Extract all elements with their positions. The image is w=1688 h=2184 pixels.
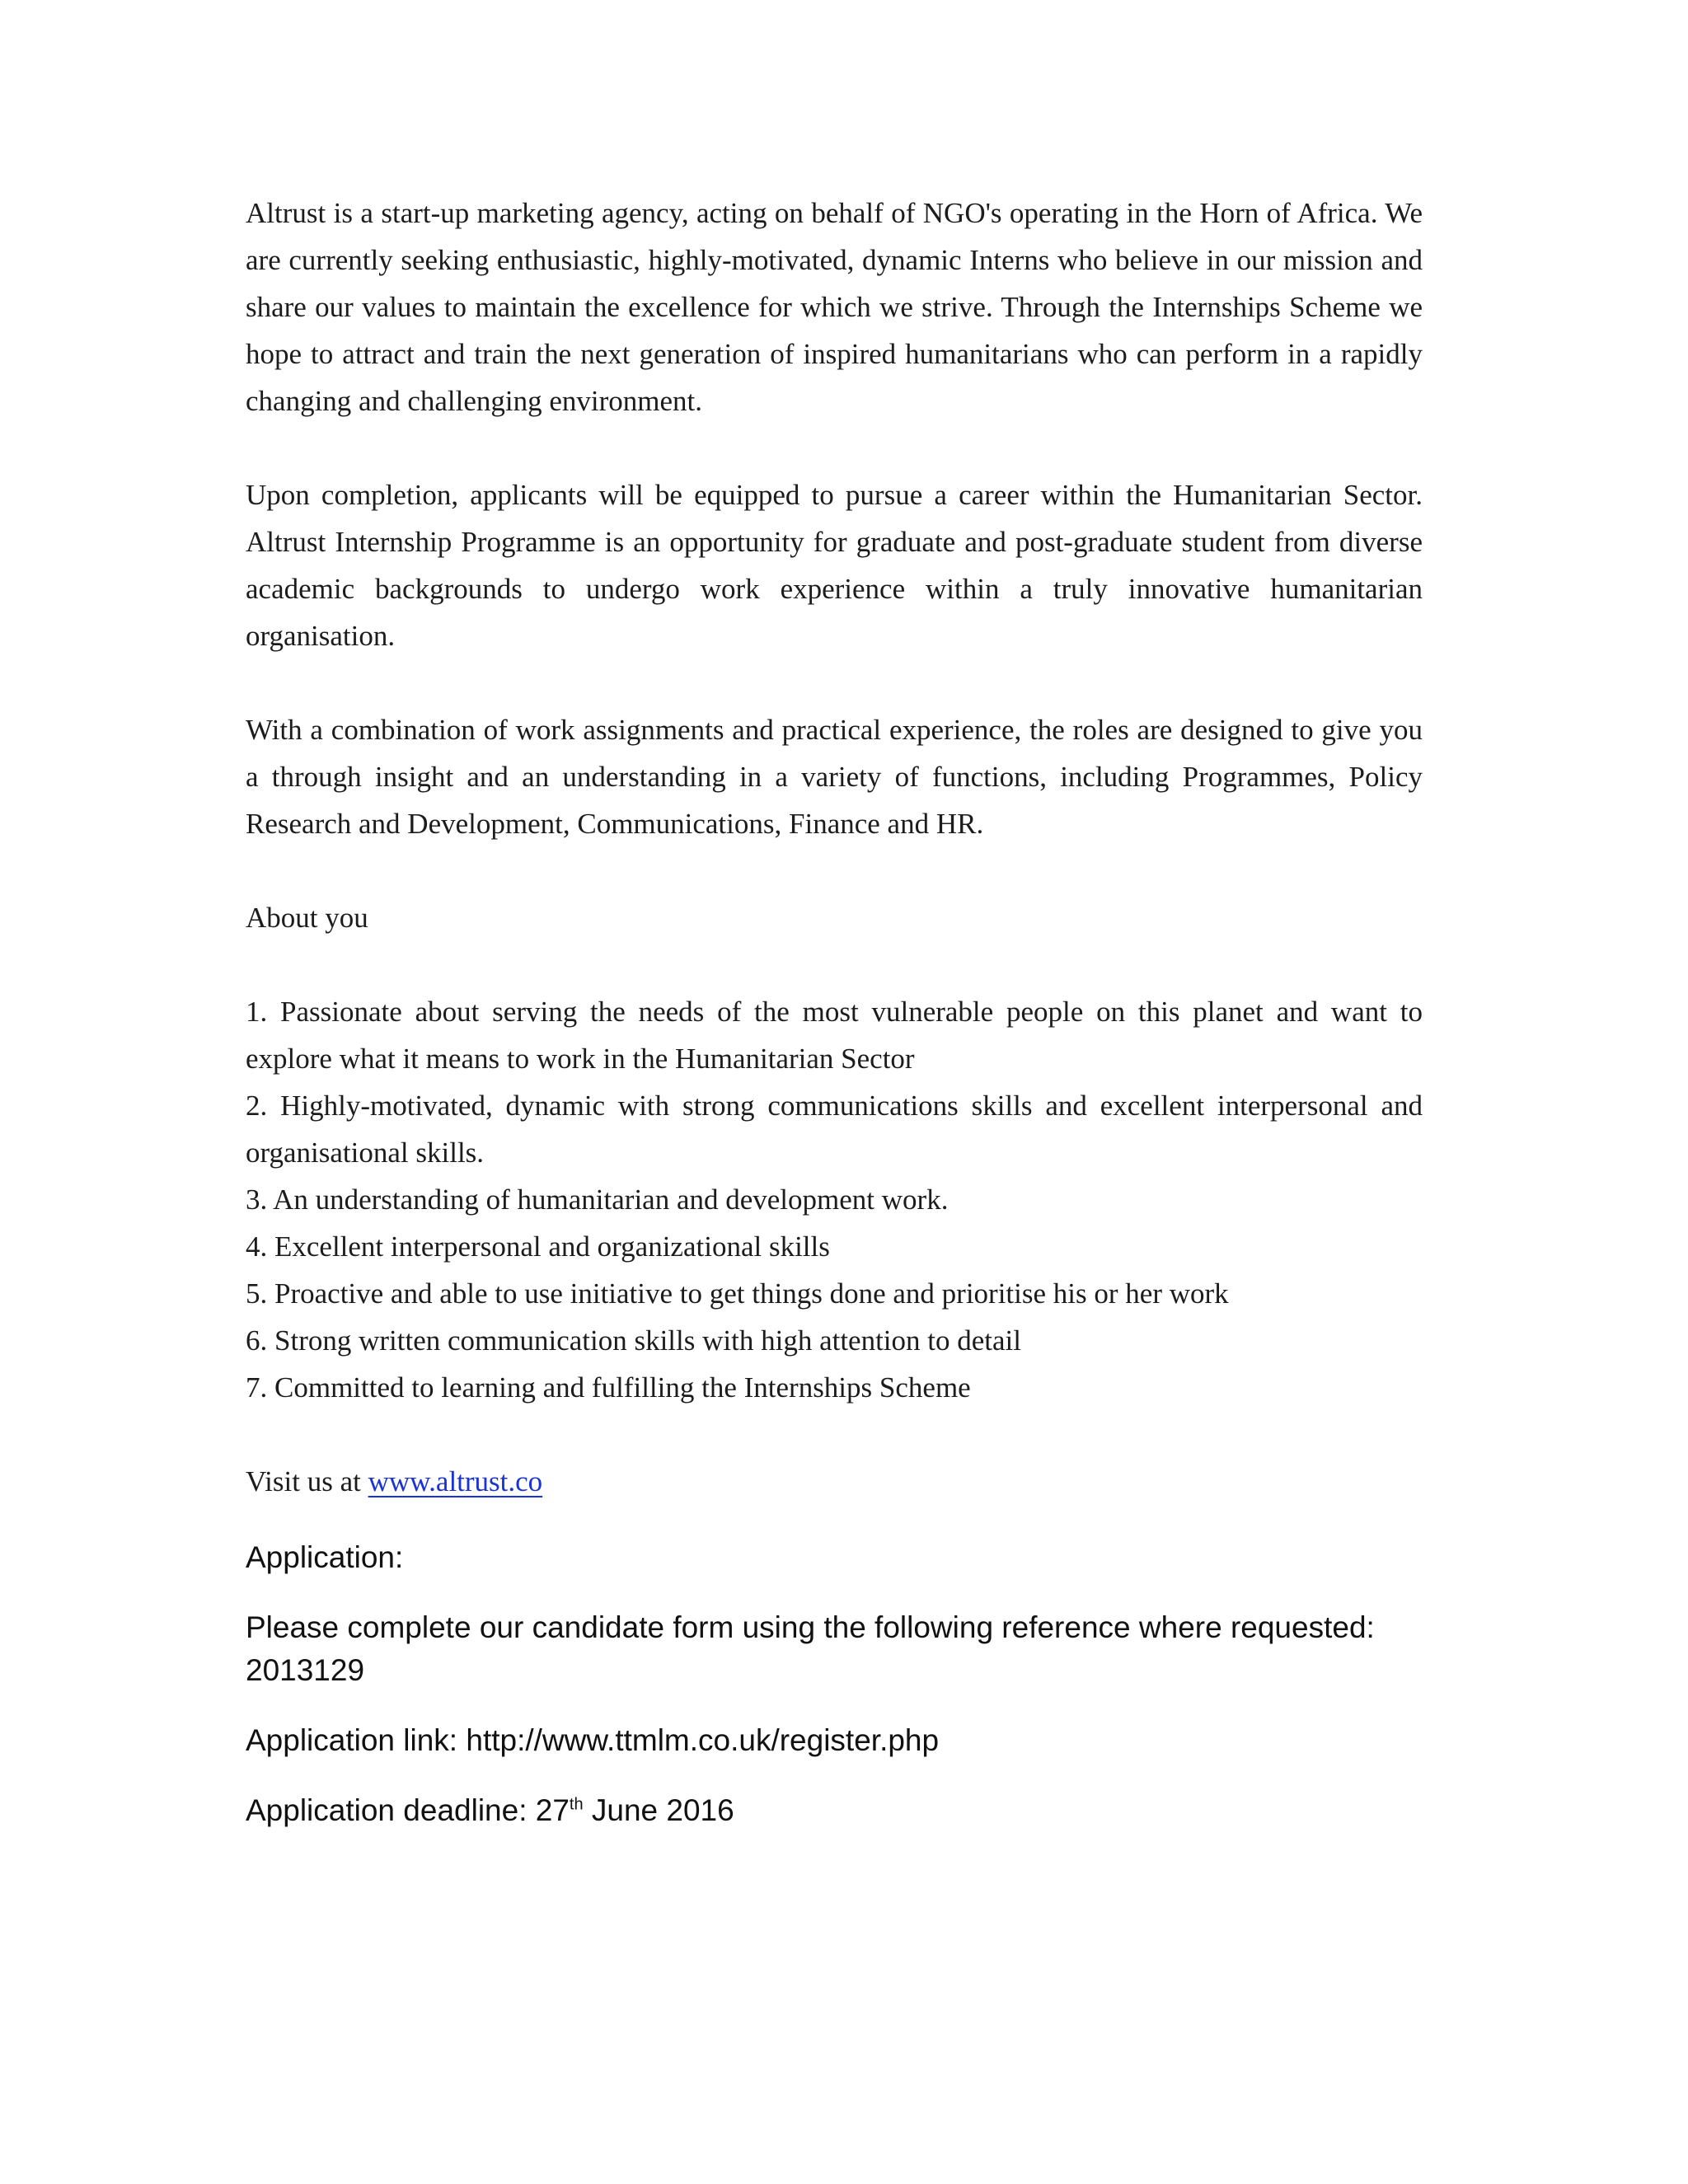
instruction-text: Please complete our candidate form using the following reference where requested: bbox=[246, 1610, 1375, 1644]
completion-paragraph: Upon completion, applicants will be equipped to pursue a career within the Humanitarian Sector. Altrust Internship Programme is an opportunity for graduate and post-graduate student from diverse academic backgrounds to undergo work experience within a truly innovative humanitarian organisation. bbox=[246, 479, 1423, 652]
visit-line bbox=[246, 1458, 1423, 1505]
intro-paragraph: Altrust is a start-up marketing agency, acting on behalf of NGO's operating in the Horn of Africa. We are currently seeking enthusiastic, highly-motivated, dynamic Interns who believe in our mission and share our values to maintain the excellence for which we strive. Through the Internships Scheme we hope to attract and train the next generation of inspired humanitarians who can perform in a rapidly changing and challenging environment. bbox=[246, 197, 1423, 417]
document-body bbox=[246, 190, 1423, 1859]
roles-paragraph: With a combination of work assignments and practical experience, the roles are designed to give you a through insight and an understanding in a variety of functions, including Programmes, Policy Research and Development, Communications, Finance and HR. bbox=[246, 714, 1423, 840]
list-item: 2. Highly-motivated, dynamic with strong communications skills and excellent interpersonal and organisational skills. bbox=[246, 1090, 1423, 1169]
list-item: 4. Excellent interpersonal and organizational skills bbox=[246, 1230, 830, 1263]
list-item: 5. Proactive and able to use initiative to get things done and prioritise his or her work bbox=[246, 1277, 1229, 1310]
about-you-list bbox=[246, 988, 1423, 1411]
application-heading: Application: bbox=[246, 1540, 404, 1574]
list-item: 1. Passionate about serving the needs of the most vulnerable people on this planet and want to explore what it means to work in the Humanitarian Sector bbox=[246, 996, 1423, 1075]
about-you-heading: About you bbox=[246, 902, 368, 934]
reference-number: 2013129 bbox=[246, 1653, 365, 1687]
list-item: 3. An understanding of humanitarian and development work. bbox=[246, 1183, 949, 1216]
list-item: 6. Strong written communication skills with high attention to detail bbox=[246, 1324, 1022, 1357]
deadline-ordinal: th bbox=[569, 1795, 584, 1814]
website-link[interactable]: www.altrust.co bbox=[368, 1465, 543, 1497]
deadline-prefix: Application deadline: 27 bbox=[246, 1793, 570, 1827]
application-instruction bbox=[246, 1606, 1423, 1692]
list-item: 7. Committed to learning and fulfilling the Internships Scheme bbox=[246, 1371, 971, 1404]
deadline-suffix: June 2016 bbox=[583, 1793, 734, 1827]
application-link-line: Application link: http://www.ttmlm.co.uk/register.php bbox=[246, 1723, 940, 1757]
application-deadline bbox=[246, 1789, 1423, 1832]
visit-prefix: Visit us at bbox=[246, 1465, 368, 1497]
